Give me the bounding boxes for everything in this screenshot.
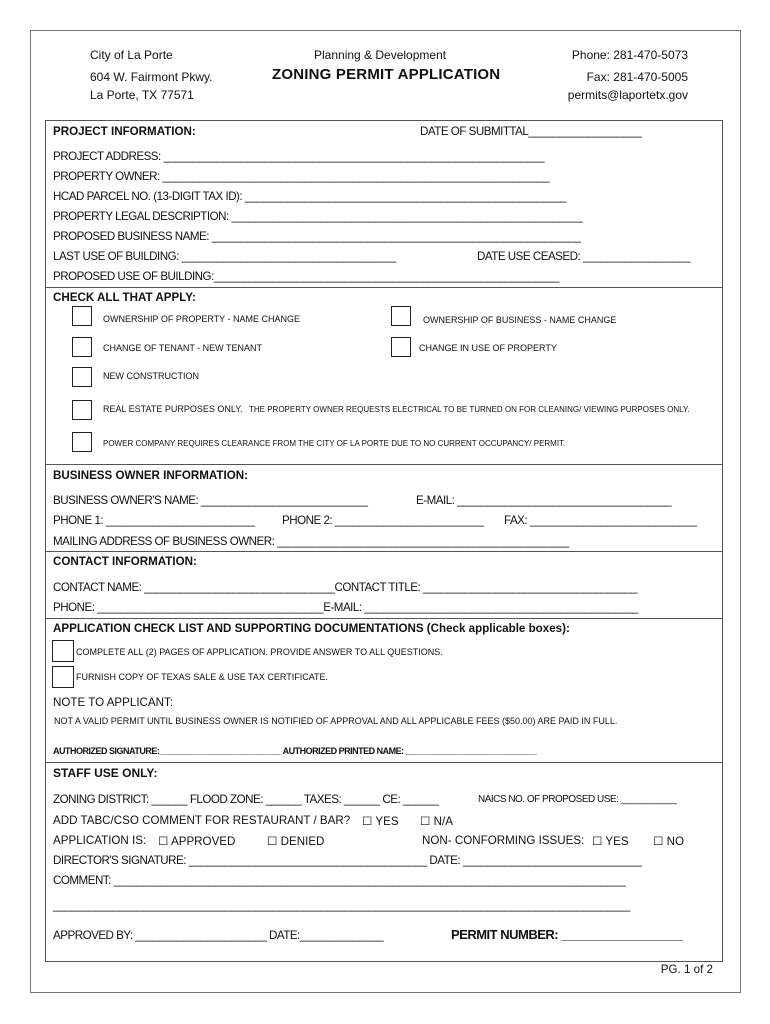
tabc-na-checkbox[interactable]: ☐ N/A	[420, 815, 453, 828]
contact-name-title-field[interactable]: CONTACT NAME: ________________________________CONTACT TITLE: ____________________________________	[53, 581, 638, 594]
application-is-label: APPLICATION IS:	[53, 834, 147, 847]
page-title: ZONING PERMIT APPLICATION	[272, 66, 501, 83]
power-company-label: POWER COMPANY REQUIRES CLEARANCE FROM THE CITY OF LA PORTE DUE TO NO CURRENT OCCUPANCY/ PERMIT.	[103, 439, 566, 448]
date-use-ceased-field[interactable]: DATE USE CEASED: __________________	[477, 250, 691, 263]
application-form	[45, 120, 723, 962]
date-of-submittal-field[interactable]: DATE OF SUBMITTAL___________________	[420, 125, 642, 138]
project-info-heading: PROJECT INFORMATION:	[53, 125, 196, 138]
approved-by-field[interactable]: APPROVED BY: ______________________ DATE:______________	[53, 929, 384, 942]
property-owner-field[interactable]: PROPERTY OWNER: _________________________________________________________________	[53, 170, 550, 183]
mailing-address-field[interactable]: MAILING ADDRESS OF BUSINESS OWNER: _________________________________________________	[53, 535, 569, 548]
change-use-label: CHANGE IN USE OF PROPERTY	[419, 343, 557, 353]
section-divider	[46, 762, 722, 763]
staff-use-heading: STAFF USE ONLY:	[53, 766, 158, 780]
permit-number-field[interactable]: PERMIT NUMBER: __________________	[451, 927, 683, 942]
tax-certificate-label: FURNISH COPY OF TEXAS SALE & USE TAX CERTIFICATE.	[76, 672, 329, 682]
complete-pages-checkbox[interactable]	[52, 640, 74, 662]
note-to-applicant-text: NOT A VALID PERMIT UNTIL BUSINESS OWNER IS NOTIFIED OF APPROVAL AND ALL APPLICABLE FEES ($50.00) ARE PAID IN FULL.	[54, 716, 618, 726]
phone-number: Phone: 281-470-5073	[571, 48, 688, 62]
city-street: 604 W. Fairmont Pkwy.	[90, 70, 213, 84]
phone1-field[interactable]: PHONE 1: _________________________	[53, 514, 255, 527]
authorized-signature-field[interactable]: AUTHORIZED SIGNATURE:___________________________ AUTHORIZED PRINTED NAME: _____________________________	[53, 746, 537, 756]
hcad-parcel-field[interactable]: HCAD PARCEL NO. (13-DIGIT TAX ID): ______________________________________________________	[53, 190, 567, 203]
new-construction-label: NEW CONSTRUCTION	[103, 371, 199, 381]
department-name: Planning & Development	[314, 48, 447, 62]
email-address: permits@laportetx.gov	[567, 88, 688, 102]
power-company-checkbox[interactable]	[72, 432, 92, 452]
last-use-field[interactable]: LAST USE OF BUILDING: ____________________________________	[53, 250, 396, 263]
section-divider	[46, 464, 722, 465]
business-owner-name-field[interactable]: BUSINESS OWNER'S NAME: ____________________________	[53, 494, 368, 507]
comment-line-2[interactable]: _________________________________________________________________________________________________	[53, 899, 630, 912]
fax-field[interactable]: FAX: ____________________________	[504, 514, 697, 527]
zoning-flood-taxes-field[interactable]: ZONING DISTRICT: ______ FLOOD ZONE: ______ TAXES: ______ CE: ______	[53, 793, 439, 806]
section-divider	[46, 618, 722, 619]
contact-phone-email-field[interactable]: PHONE: ______________________________________E-MAIL: ______________________________________________	[53, 601, 638, 614]
comment-field[interactable]: COMMENT: ______________________________________________________________________________________	[53, 874, 626, 887]
contact-info-heading: CONTACT INFORMATION:	[53, 555, 197, 568]
check-all-heading: CHECK ALL THAT APPLY:	[53, 291, 196, 304]
non-conforming-no-checkbox[interactable]: ☐ NO	[653, 835, 685, 848]
real-estate-note: THE PROPERTY OWNER REQUESTS ELECTRICAL TO BE TURNED ON FOR CLEANING/ VIEWING PURPOSES ONLY.	[249, 405, 690, 414]
business-name-field[interactable]: PROPOSED BUSINESS NAME: ______________________________________________________________	[53, 230, 581, 243]
section-divider	[46, 551, 722, 552]
approved-checkbox[interactable]: ☐ APPROVED	[158, 835, 236, 848]
naics-field[interactable]: NAICS NO. OF PROPOSED USE: ___________	[478, 794, 677, 805]
note-to-applicant-label: NOTE TO APPLICANT:	[53, 696, 174, 709]
denied-checkbox[interactable]: ☐ DENIED	[267, 835, 325, 848]
business-owner-email-field[interactable]: E-MAIL: ____________________________________	[416, 494, 672, 507]
real-estate-label: REAL ESTATE PURPOSES ONLY.	[103, 404, 243, 414]
ownership-business-checkbox[interactable]	[391, 306, 411, 326]
change-use-checkbox[interactable]	[391, 337, 411, 357]
new-construction-checkbox[interactable]	[72, 367, 92, 387]
ownership-property-label: OWNERSHIP OF PROPERTY - NAME CHANGE	[103, 314, 301, 324]
checklist-heading: APPLICATION CHECK LIST AND SUPPORTING DOCUMENTATIONS (Check applicable boxes):	[53, 622, 570, 635]
business-owner-heading: BUSINESS OWNER INFORMATION:	[53, 469, 248, 482]
tax-certificate-checkbox[interactable]	[52, 666, 74, 688]
complete-pages-label: COMPLETE ALL (2) PAGES OF APPLICATION. PROVIDE ANSWER TO ALL QUESTIONS.	[76, 647, 443, 657]
tabc-yes-checkbox[interactable]: ☐ YES	[362, 815, 399, 828]
director-signature-field[interactable]: DIRECTOR'S SIGNATURE: ________________________________________ DATE: ______________________________	[53, 854, 642, 867]
change-tenant-label: CHANGE OF TENANT - NEW TENANT	[103, 343, 263, 353]
real-estate-checkbox[interactable]	[72, 400, 92, 420]
project-address-field[interactable]: PROJECT ADDRESS: ________________________________________________________________	[53, 150, 545, 163]
change-tenant-checkbox[interactable]	[72, 337, 92, 357]
non-conforming-yes-checkbox[interactable]: ☐ YES	[592, 835, 629, 848]
city-state-zip: La Porte, TX 77571	[90, 88, 194, 102]
ownership-property-checkbox[interactable]	[72, 306, 92, 326]
tabc-question: ADD TABC/CSO COMMENT FOR RESTAURANT / BAR?	[53, 814, 351, 827]
proposed-use-field[interactable]: PROPOSED USE OF BUILDING:__________________________________________________________	[53, 270, 559, 283]
fax-number: Fax: 281-470-5005	[586, 70, 688, 84]
section-divider	[46, 287, 722, 288]
legal-description-field[interactable]: PROPERTY LEGAL DESCRIPTION: ___________________________________________________________	[53, 210, 583, 223]
non-conforming-label: NON- CONFORMING ISSUES:	[422, 834, 585, 847]
phone2-field[interactable]: PHONE 2: _________________________	[282, 514, 484, 527]
page-number: PG. 1 of 2	[660, 963, 713, 976]
ownership-business-label: OWNERSHIP OF BUSINESS - NAME CHANGE	[423, 315, 617, 325]
city-name: City of La Porte	[90, 48, 173, 62]
